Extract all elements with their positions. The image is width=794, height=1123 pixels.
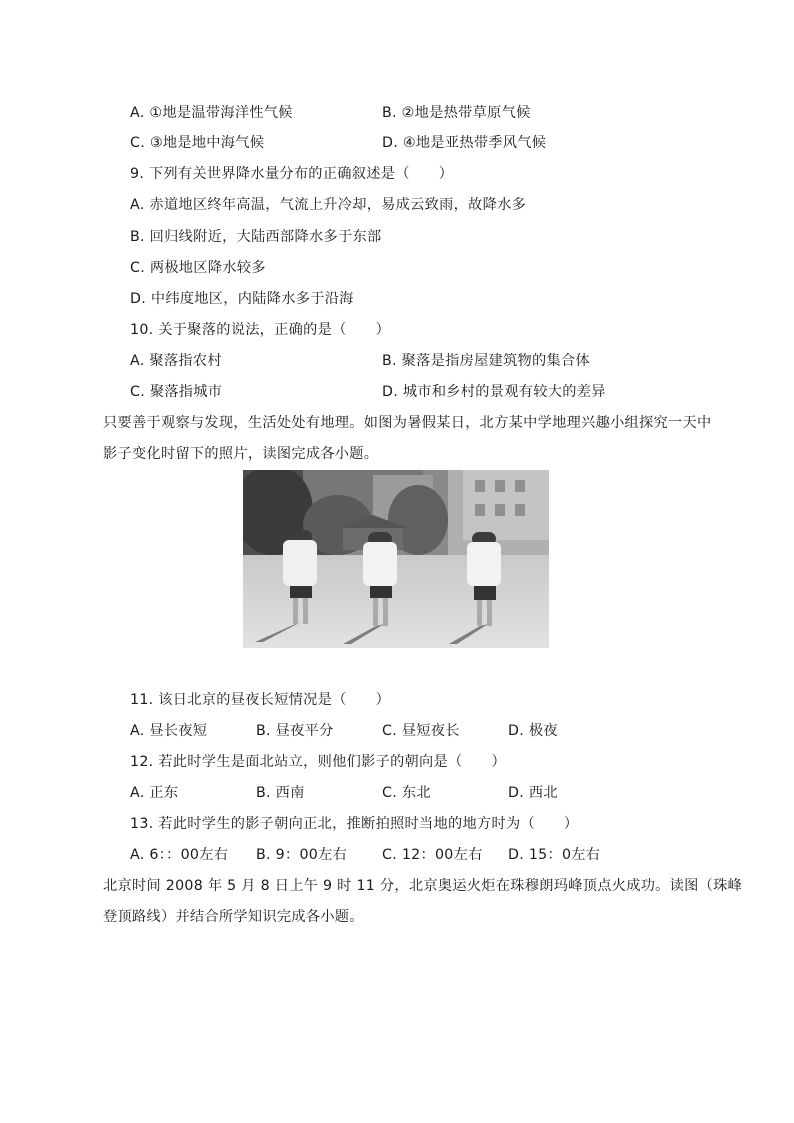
q11-stem: 11. 该日北京的昼夜长短情况是（ ） <box>130 692 391 708</box>
passage-2-line-1: 北京时间 2008 年 5 月 8 日上午 9 时 11 分，北京奥运火炬在珠穆朗玛峰顶点火成功。读图（珠峰 <box>103 878 743 894</box>
q12-option-a: A. 正东 <box>130 785 179 801</box>
q11-option-d: D. 极夜 <box>508 723 558 739</box>
q8-option-a: A. ①地是温带海洋性气候 <box>130 105 293 121</box>
q13-stem: 13. 若此时学生的影子朝向正北，推断拍照时当地的地方时为（ ） <box>130 816 579 832</box>
q10-option-b: B. 聚落是指房屋建筑物的集合体 <box>382 353 590 369</box>
passage-2-line-2: 登顶路线）并结合所学知识完成各小题。 <box>103 909 364 925</box>
q8-option-c: C. ③地是地中海气候 <box>130 135 265 151</box>
q9-stem: 9. 下列有关世界降水量分布的正确叙述是（ ） <box>130 166 454 182</box>
q13-option-a: A. 6：：00左右 <box>130 847 229 863</box>
q12-option-c: C. 东北 <box>382 785 431 801</box>
q13-option-c: C. 12：00左右 <box>382 847 483 863</box>
students-shadow-photo <box>243 470 549 648</box>
q12-stem: 12. 若此时学生是面北站立，则他们影子的朝向是（ ） <box>130 754 506 770</box>
q8-option-b: B. ②地是热带草原气候 <box>382 105 531 121</box>
q11-option-b: B. 昼夜平分 <box>256 723 334 739</box>
q11-option-a: A. 昼长夜短 <box>130 723 208 739</box>
passage-1-line-2: 影子变化时留下的照片，读图完成各小题。 <box>103 446 379 462</box>
q12-option-d: D. 西北 <box>508 785 558 801</box>
q9-option-a: A. 赤道地区终年高温，气流上升冷却，易成云致雨，故降水多 <box>130 197 527 213</box>
q9-option-d: D. 中纬度地区，内陆降水多于沿海 <box>130 291 354 307</box>
q10-option-c: C. 聚落指城市 <box>130 384 223 400</box>
q13-option-b: B. 9：00左右 <box>256 847 348 863</box>
q10-option-d: D. 城市和乡村的景观有较大的差异 <box>382 384 606 400</box>
passage-1-line-1: 只要善于观察与发现，生活处处有地理。如图为暑假某日，北方某中学地理兴趣小组探究一天中 <box>103 415 712 431</box>
q8-option-d: D. ④地是亚热带季风气候 <box>382 135 547 151</box>
q13-option-d: D. 15：0左右 <box>508 847 601 863</box>
q11-option-c: C. 昼短夜长 <box>382 723 460 739</box>
q9-option-c: C. 两极地区降水较多 <box>130 260 266 276</box>
q10-stem: 10. 关于聚落的说法，正确的是（ ） <box>130 322 391 338</box>
q10-option-a: A. 聚落指农村 <box>130 353 222 369</box>
q9-option-b: B. 回归线附近，大陆西部降水多于东部 <box>130 229 382 245</box>
q12-option-b: B. 西南 <box>256 785 305 801</box>
